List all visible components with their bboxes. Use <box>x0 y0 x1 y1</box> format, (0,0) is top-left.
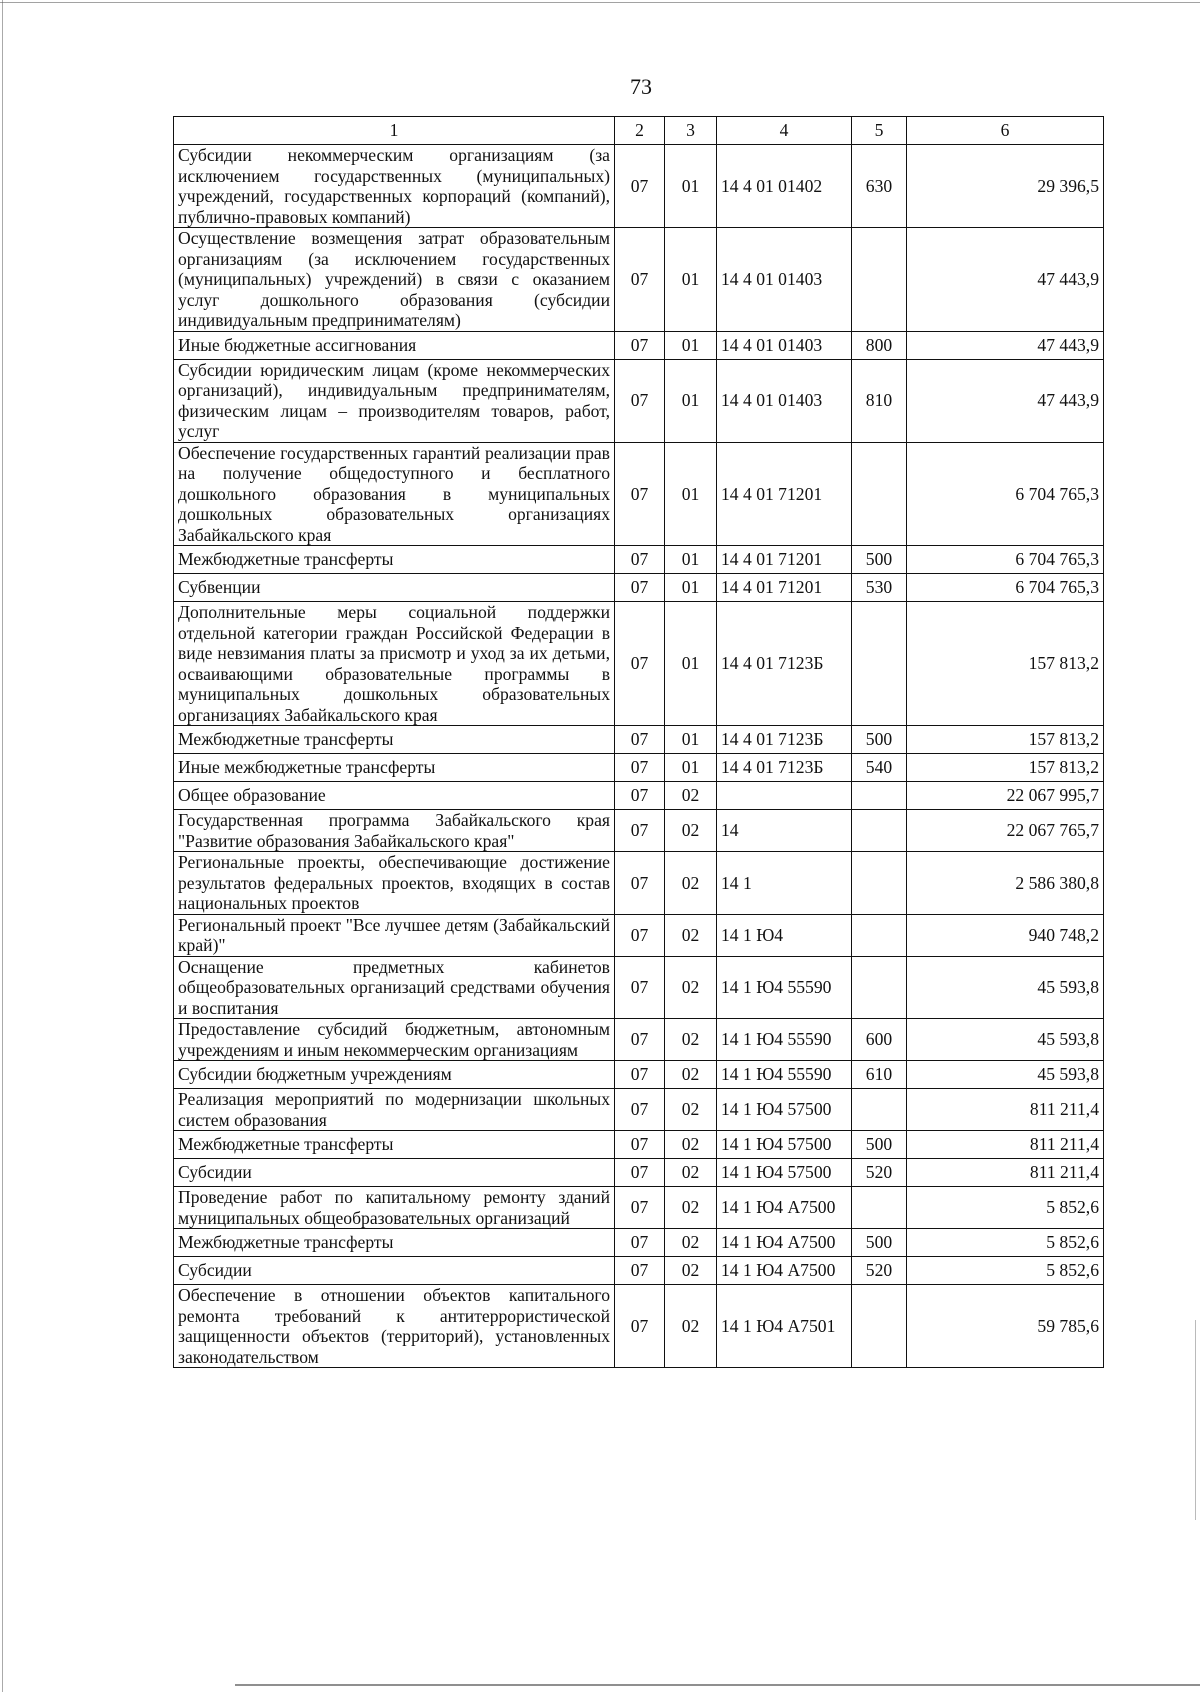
subsection-code: 02 <box>665 1019 717 1061</box>
target-article-code: 14 4 01 01403 <box>717 359 852 442</box>
subsection-code: 02 <box>665 782 717 810</box>
table-row <box>174 574 1104 602</box>
row-title: Иные межбюджетные трансферты <box>174 754 615 782</box>
subsection-code: 02 <box>665 1187 717 1229</box>
amount: 29 396,5 <box>907 145 1104 228</box>
table-row <box>174 546 1104 574</box>
section-code: 07 <box>615 1061 665 1089</box>
table-row <box>174 442 1104 546</box>
expense-type-code: 610 <box>852 1061 907 1089</box>
table-row <box>174 602 1104 726</box>
table-row <box>174 956 1104 1019</box>
subsection-code: 01 <box>665 726 717 754</box>
amount: 6 704 765,3 <box>907 574 1104 602</box>
section-code: 07 <box>615 754 665 782</box>
subsection-code: 02 <box>665 914 717 956</box>
expense-type-code: 530 <box>852 574 907 602</box>
expense-type-code: 520 <box>852 1257 907 1285</box>
subsection-code: 02 <box>665 956 717 1019</box>
subsection-code: 01 <box>665 754 717 782</box>
target-article-code: 14 1 Ю4 А7500 <box>717 1257 852 1285</box>
expense-type-code: 500 <box>852 546 907 574</box>
section-code: 07 <box>615 726 665 754</box>
amount: 5 852,6 <box>907 1257 1104 1285</box>
subsection-code: 02 <box>665 1285 717 1368</box>
table-row <box>174 754 1104 782</box>
table-row <box>174 228 1104 332</box>
target-article-code: 14 4 01 71201 <box>717 546 852 574</box>
amount: 157 813,2 <box>907 754 1104 782</box>
section-code: 07 <box>615 1089 665 1131</box>
table-row <box>174 1229 1104 1257</box>
subsection-code: 02 <box>665 1061 717 1089</box>
expense-type-code: 600 <box>852 1019 907 1061</box>
amount: 940 748,2 <box>907 914 1104 956</box>
row-title: Субсидии некоммерческим организациям (за исключением государственных (муниципальных) учреждений, государственных корпораций (компаний), публично-правовых компаний) <box>174 145 615 228</box>
amount: 2 586 380,8 <box>907 852 1104 915</box>
row-title: Иные бюджетные ассигнования <box>174 331 615 359</box>
target-article-code: 14 1 Ю4 А7500 <box>717 1187 852 1229</box>
header-col-2: 2 <box>615 117 665 145</box>
table-row <box>174 145 1104 228</box>
subsection-code: 02 <box>665 1159 717 1187</box>
expense-type-code <box>852 1285 907 1368</box>
amount: 45 593,8 <box>907 1019 1104 1061</box>
header-col-4: 4 <box>717 117 852 145</box>
row-title: Государственная программа Забайкальского края "Развитие образования Забайкальского края" <box>174 810 615 852</box>
amount: 47 443,9 <box>907 359 1104 442</box>
table-header-row <box>174 117 1104 145</box>
expense-type-code <box>852 810 907 852</box>
target-article-code: 14 1 Ю4 <box>717 914 852 956</box>
section-code: 07 <box>615 546 665 574</box>
table-row <box>174 914 1104 956</box>
table-row <box>174 359 1104 442</box>
table-row <box>174 1131 1104 1159</box>
amount: 157 813,2 <box>907 726 1104 754</box>
expense-type-code <box>852 956 907 1019</box>
section-code: 07 <box>615 956 665 1019</box>
page-number: 73 <box>630 74 652 99</box>
target-article-code: 14 1 Ю4 А7501 <box>717 1285 852 1368</box>
table-row <box>174 331 1104 359</box>
target-article-code: 14 4 01 71201 <box>717 574 852 602</box>
amount: 45 593,8 <box>907 1061 1104 1089</box>
row-title: Субвенции <box>174 574 615 602</box>
row-title: Субсидии <box>174 1159 615 1187</box>
target-article-code: 14 4 01 7123Б <box>717 602 852 726</box>
row-title: Оснащение предметных кабинетов общеобразовательных организаций средствами обучения и воспитания <box>174 956 615 1019</box>
section-code: 07 <box>615 1187 665 1229</box>
row-title: Региональный проект "Все лучшее детям (Забайкальский край)" <box>174 914 615 956</box>
section-code: 07 <box>615 145 665 228</box>
expense-type-code <box>852 914 907 956</box>
subsection-code: 02 <box>665 1257 717 1285</box>
subsection-code: 01 <box>665 574 717 602</box>
expense-type-code <box>852 602 907 726</box>
scan-edge-right <box>1195 1320 1196 1520</box>
row-title: Общее образование <box>174 782 615 810</box>
amount: 22 067 995,7 <box>907 782 1104 810</box>
section-code: 07 <box>615 1131 665 1159</box>
amount: 45 593,8 <box>907 956 1104 1019</box>
table-row <box>174 1285 1104 1368</box>
header-col-6: 6 <box>907 117 1104 145</box>
target-article-code: 14 4 01 01403 <box>717 228 852 332</box>
target-article-code <box>717 782 852 810</box>
target-article-code: 14 1 <box>717 852 852 915</box>
expense-type-code: 500 <box>852 1131 907 1159</box>
target-article-code: 14 1 Ю4 57500 <box>717 1089 852 1131</box>
target-article-code: 14 1 Ю4 А7500 <box>717 1229 852 1257</box>
subsection-code: 01 <box>665 228 717 332</box>
table-row <box>174 726 1104 754</box>
amount: 157 813,2 <box>907 602 1104 726</box>
target-article-code: 14 1 Ю4 55590 <box>717 1061 852 1089</box>
amount: 47 443,9 <box>907 331 1104 359</box>
table-row <box>174 810 1104 852</box>
row-title: Межбюджетные трансферты <box>174 546 615 574</box>
scan-edge-bottom <box>235 1684 1200 1686</box>
expense-type-code: 500 <box>852 1229 907 1257</box>
amount: 811 211,4 <box>907 1131 1104 1159</box>
expense-type-code <box>852 1187 907 1229</box>
row-title: Проведение работ по капитальному ремонту зданий муниципальных общеобразовательных организаций <box>174 1187 615 1229</box>
subsection-code: 02 <box>665 1089 717 1131</box>
row-title: Межбюджетные трансферты <box>174 1229 615 1257</box>
row-title: Осуществление возмещения затрат образовательным организациям (за исключением государственных (муниципальных) учреждений) в связи с оказанием услуг дошкольного образования (субсидии индивидуальным предпринимателям) <box>174 228 615 332</box>
expense-type-code <box>852 442 907 546</box>
budget-table <box>173 116 1104 1368</box>
subsection-code: 01 <box>665 442 717 546</box>
expense-type-code: 810 <box>852 359 907 442</box>
header-col-1: 1 <box>174 117 615 145</box>
expense-type-code: 500 <box>852 726 907 754</box>
section-code: 07 <box>615 1285 665 1368</box>
expense-type-code <box>852 228 907 332</box>
row-title: Региональные проекты, обеспечивающие достижение результатов федеральных проектов, входящих в состав национальных проектов <box>174 852 615 915</box>
table-row <box>174 782 1104 810</box>
section-code: 07 <box>615 852 665 915</box>
subsection-code: 01 <box>665 546 717 574</box>
section-code: 07 <box>615 1159 665 1187</box>
table-row <box>174 852 1104 915</box>
subsection-code: 01 <box>665 602 717 726</box>
subsection-code: 02 <box>665 1229 717 1257</box>
section-code: 07 <box>615 1019 665 1061</box>
amount: 47 443,9 <box>907 228 1104 332</box>
target-article-code: 14 4 01 7123Б <box>717 726 852 754</box>
table-body <box>174 145 1104 1368</box>
section-code: 07 <box>615 359 665 442</box>
section-code: 07 <box>615 331 665 359</box>
subsection-code: 01 <box>665 145 717 228</box>
amount: 811 211,4 <box>907 1159 1104 1187</box>
table-row <box>174 1061 1104 1089</box>
table-row <box>174 1159 1104 1187</box>
scan-edge-left <box>2 0 3 1692</box>
row-title: Обеспечение в отношении объектов капитального ремонта требований к антитеррористической защищенности объектов (территорий), установленных законодательством <box>174 1285 615 1368</box>
subsection-code: 01 <box>665 359 717 442</box>
header-col-3: 3 <box>665 117 717 145</box>
row-title: Субсидии юридическим лицам (кроме некоммерческих организаций), индивидуальным предпринимателям, физическим лицам – производителям товаров, работ, услуг <box>174 359 615 442</box>
header-col-5: 5 <box>852 117 907 145</box>
expense-type-code <box>852 782 907 810</box>
target-article-code: 14 4 01 7123Б <box>717 754 852 782</box>
expense-type-code <box>852 852 907 915</box>
section-code: 07 <box>615 1229 665 1257</box>
row-title: Дополнительные меры социальной поддержки отдельной категории граждан Российской Федерации в виде невзимания платы за присмотр и уход за их детьми, осваивающими образовательные программы в муниципальных дошкольных образовательных организациях Забайкальского края <box>174 602 615 726</box>
target-article-code: 14 1 Ю4 57500 <box>717 1159 852 1187</box>
row-title: Межбюджетные трансферты <box>174 1131 615 1159</box>
row-title: Предоставление субсидий бюджетным, автономным учреждениям и иным некоммерческим организациям <box>174 1019 615 1061</box>
subsection-code: 02 <box>665 1131 717 1159</box>
subsection-code: 02 <box>665 810 717 852</box>
target-article-code: 14 1 Ю4 55590 <box>717 1019 852 1061</box>
table-row <box>174 1257 1104 1285</box>
amount: 59 785,6 <box>907 1285 1104 1368</box>
expense-type-code: 520 <box>852 1159 907 1187</box>
target-article-code: 14 <box>717 810 852 852</box>
row-title: Межбюджетные трансферты <box>174 726 615 754</box>
subsection-code: 01 <box>665 331 717 359</box>
amount: 6 704 765,3 <box>907 546 1104 574</box>
table-row <box>174 1089 1104 1131</box>
subsection-code: 02 <box>665 852 717 915</box>
section-code: 07 <box>615 1257 665 1285</box>
expense-type-code: 630 <box>852 145 907 228</box>
section-code: 07 <box>615 810 665 852</box>
row-title: Субсидии <box>174 1257 615 1285</box>
table-row <box>174 1187 1104 1229</box>
expense-type-code: 800 <box>852 331 907 359</box>
target-article-code: 14 4 01 71201 <box>717 442 852 546</box>
target-article-code: 14 4 01 01403 <box>717 331 852 359</box>
table-row <box>174 1019 1104 1061</box>
section-code: 07 <box>615 602 665 726</box>
expense-type-code <box>852 1089 907 1131</box>
target-article-code: 14 1 Ю4 55590 <box>717 956 852 1019</box>
target-article-code: 14 4 01 01402 <box>717 145 852 228</box>
amount: 811 211,4 <box>907 1089 1104 1131</box>
section-code: 07 <box>615 574 665 602</box>
amount: 5 852,6 <box>907 1229 1104 1257</box>
amount: 6 704 765,3 <box>907 442 1104 546</box>
amount: 5 852,6 <box>907 1187 1104 1229</box>
section-code: 07 <box>615 228 665 332</box>
row-title: Субсидии бюджетным учреждениям <box>174 1061 615 1089</box>
row-title: Обеспечение государственных гарантий реализации прав на получение общедоступного и бесплатного дошкольного образования в муниципальных дошкольных образовательных организациях Забайкальского края <box>174 442 615 546</box>
target-article-code: 14 1 Ю4 57500 <box>717 1131 852 1159</box>
section-code: 07 <box>615 782 665 810</box>
section-code: 07 <box>615 442 665 546</box>
amount: 22 067 765,7 <box>907 810 1104 852</box>
expense-type-code: 540 <box>852 754 907 782</box>
row-title: Реализация мероприятий по модернизации школьных систем образования <box>174 1089 615 1131</box>
section-code: 07 <box>615 914 665 956</box>
scan-edge-top <box>0 2 1200 3</box>
